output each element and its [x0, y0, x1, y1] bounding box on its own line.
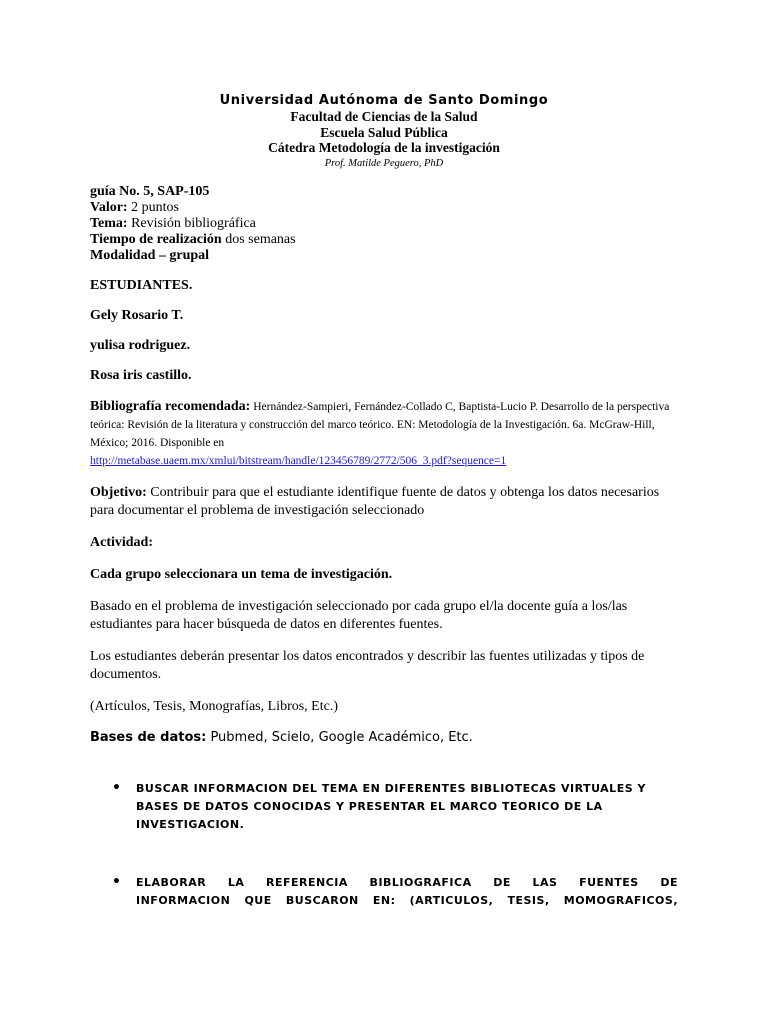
faculty-name: Facultad de Ciencias de la Salud — [290, 109, 478, 124]
bibliography-text: Hernández-Sampieri, Fernández-Collado C, Baptista-Lucio P. Desarrollo de la perspectiva teórica: Revisión de la literatura y construcción del marco teórico. EN: Metodología de la Investigación. 6a. McGraw-Hill, México; 2016. Disponible en — [90, 401, 670, 449]
activity-heading: Actividad: — [90, 535, 153, 550]
objective-text: Contribuir para que el estudiante identifique fuente de datos y obtenga los datos necesarios para documentar el problema de investigación seleccionado — [90, 485, 660, 518]
valor-line — [90, 200, 680, 216]
task-item-2 — [112, 874, 678, 910]
task-list — [112, 780, 678, 910]
guide-info — [90, 184, 680, 264]
tiempo-label: Tiempo de realización — [90, 232, 222, 247]
document-header — [0, 92, 768, 171]
task-item-2-line-2: INFORMACION QUE BUSCARON EN: (ARTICULOS, TESIS, MOMOGRAFICOS, — [136, 894, 678, 907]
activity-instruction: Cada grupo seleccionara un tema de investigación. — [90, 567, 393, 582]
university-name: Universidad Autónoma de Santo Domingo — [219, 93, 549, 108]
tema-line — [90, 216, 680, 232]
tema-label: Tema: — [90, 216, 128, 231]
chair-name: Cátedra Metodología de la investigación — [268, 140, 500, 155]
objective — [90, 484, 680, 520]
databases-value: Pubmed, Scielo, Google Académico, Etc. — [206, 730, 473, 745]
modalidad-line: Modalidad – grupal — [90, 248, 210, 263]
databases-label: Bases de datos: — [90, 730, 207, 745]
bullet-icon: • — [112, 780, 122, 796]
databases — [90, 728, 680, 748]
student-name-2: yulisa rodriguez. — [90, 338, 191, 353]
school-name: Escuela Salud Pública — [320, 124, 448, 140]
valor-value: 2 puntos — [127, 200, 179, 215]
bibliography-label: Bibliografía recomendada: — [90, 399, 251, 414]
valor-label: Valor: — [90, 200, 128, 215]
tema-value: Revisión bibliográfica — [127, 216, 256, 231]
bibliography-link[interactable]: http://metabase.uaem.mx/xmlui/bitstream/handle/123456789/2772/506_3.pdf?sequence=1 — [90, 455, 507, 467]
task-item-1 — [112, 780, 678, 834]
tiempo-line — [90, 232, 680, 248]
task-item-1-text: BUSCAR INFORMACION DEL TEMA EN DIFERENTES BIBLIOTECAS VIRTUALES Y BASES DE DATOS CONOCIDAS Y PRESENTAR EL MARCO TEORICO DE LA INVESTIGACION. — [136, 782, 646, 831]
bullet-icon: • — [112, 874, 122, 890]
student-name-1: Gely Rosario T. — [90, 308, 184, 323]
document-body — [90, 184, 680, 748]
activity-paragraph-2: Los estudiantes deberán presentar los datos encontrados y describir las fuentes utilizadas y tipos de documentos. — [90, 649, 645, 682]
students-heading: ESTUDIANTES. — [90, 278, 193, 293]
bibliography — [90, 398, 680, 470]
task-item-2-line-1: ELABORAR LA REFERENCIA BIBLIOGRAFICA DE LAS FUENTES DE — [136, 876, 678, 889]
guide-number: guía No. 5, SAP-105 — [90, 184, 210, 199]
tiempo-value: dos semanas — [221, 232, 296, 247]
professor-name: Prof. Matilde Peguero, PhD — [324, 157, 444, 169]
activity-paragraph-1: Basado en el problema de investigación seleccionado por cada grupo el/la docente guía a los/las estudiantes para hacer búsqueda de datos en diferentes fuentes. — [90, 599, 628, 632]
objective-label: Objetivo: — [90, 485, 147, 500]
student-name-3: Rosa iris castillo. — [90, 368, 192, 383]
document-types: (Artículos, Tesis, Monografías, Libros, Etc.) — [90, 699, 338, 714]
